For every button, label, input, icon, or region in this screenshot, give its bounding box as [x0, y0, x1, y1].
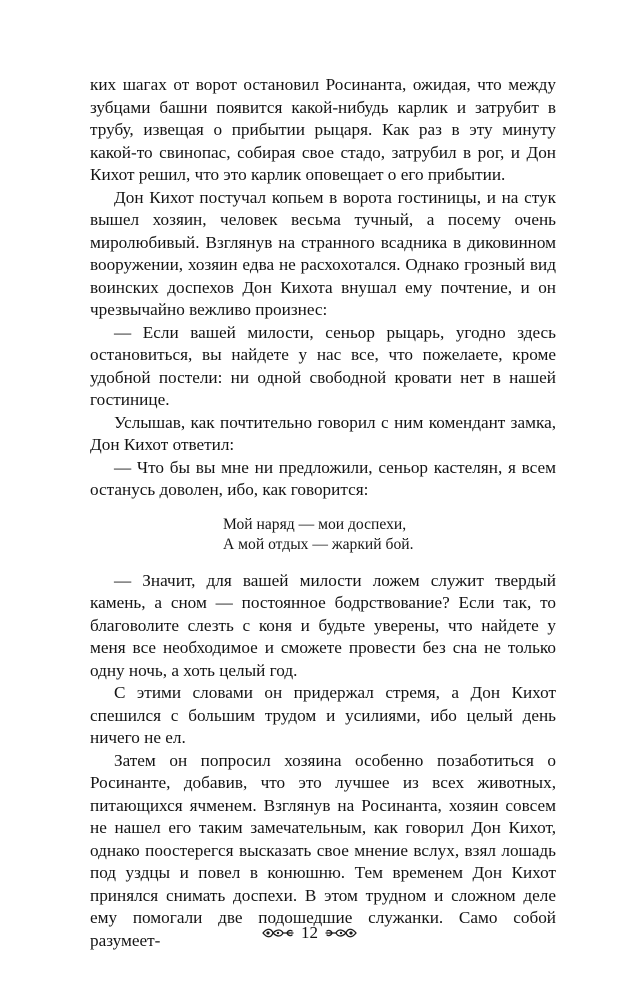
page-footer [0, 922, 619, 944]
paragraph-5: — Что бы вы мне ни предложили, сеньор кастелян, я всем останусь доволен, ибо, как говорится: [90, 457, 556, 499]
paragraph-6: — Значит, для вашей милости ложем служит твердый камень, а сном — постоянное бодрствование? Если так, то благоволите слезть с коня и будьте уверены, что найдете у меня все необходимое и сможете провести без сна не только одну ночь, а хоть целый год. [90, 570, 556, 680]
paragraph-2: Дон Кихот постучал копьем в ворота гостиницы, и на стук вышел хозяин, человек весьма тучный, а посему очень миролюбивый. Взглянув на странного всадника в диковинном вооружении, хозяин едва не расхохотался. Однако грозный вид воинских доспехов Дон Кихота внушал ему почтение, и он чрезвычайно вежливо произнес: [90, 187, 556, 319]
paragraph-4: Услышав, как почтительно говорил с ним комендант замка, Дон Кихот ответил: [90, 412, 556, 454]
paragraph-8: Затем он попросил хозяина особенно позаботиться о Росинанте, добавив, что это лучшее из всех животных, питающихся ячменем. Взглянув на Росинанта, хозяин совсем не нашел его таким замечательным, как говорил Дон Кихот, однако поостерегся высказать свое мнение вслух, взял лошадь под уздцы и повел в конюшню. Тем временем Дон Кихот принялся снимать доспехи. В этом трудном и сложном деле ему помогали две подошедшие служанки. Само собой разумеет- [90, 750, 556, 950]
verse-quote [90, 515, 556, 555]
book-page-text [90, 74, 556, 952]
verse-line-2: А мой отдых — жаркий бой. [223, 535, 414, 553]
paragraph-1: ких шагах от ворот остановил Росинанта, ожидая, что между зубцами башни появится какой-нибудь карлик и затрубит в трубу, извещая о прибытии рыцаря. Как раз в эту минуту какой-то свинопас, собирая свое стадо, затрубил в рог, и Дон Кихот решил, что это карлик оповещает о его прибытии. [90, 75, 556, 184]
page-number: 12 [301, 923, 318, 942]
floral-ornament-right-icon [324, 926, 358, 940]
paragraph-7: С этими словами он придержал стремя, а Дон Кихот спешился с большим трудом и усилиями, ибо целый день ничего не ел. [90, 683, 556, 747]
floral-ornament-left-icon [261, 926, 295, 940]
verse-line-1: Мой наряд — мои доспехи, [223, 515, 407, 533]
paragraph-3: — Если вашей милости, сеньор рыцарь, угодно здесь остановиться, вы найдете у нас все, что пожелаете, кроме удобной постели: ни одной свободной кровати нет в нашей гостинице. [90, 322, 556, 409]
